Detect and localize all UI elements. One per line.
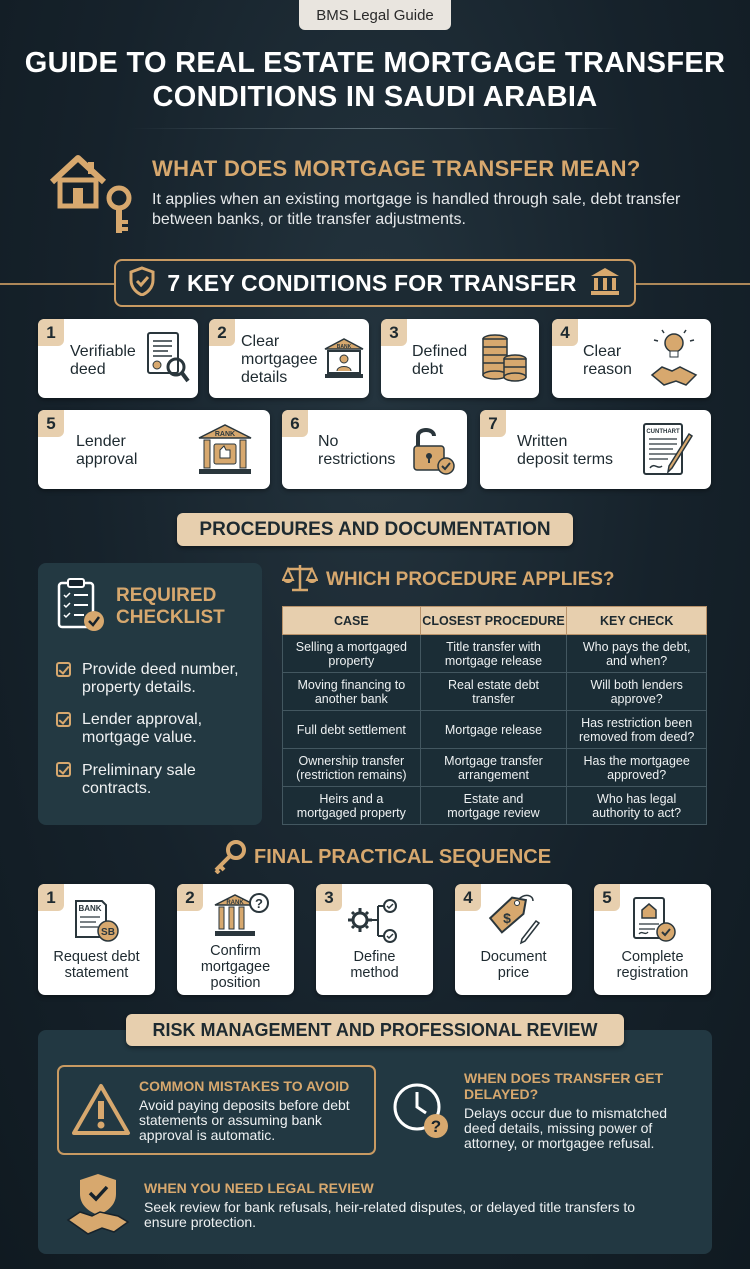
step-number: 4	[455, 884, 481, 911]
cell-line: Selling a mortgaged	[295, 639, 407, 654]
table-row	[283, 711, 707, 749]
condition-label: reason	[583, 361, 632, 378]
delayed-heading-line: WHEN DOES TRANSFER GET	[464, 1070, 664, 1086]
svg-text:BANK: BANK	[78, 904, 102, 913]
cell-line: Ownership transfer	[298, 753, 405, 768]
table-cell	[567, 635, 707, 673]
cell-line: another bank	[314, 691, 388, 706]
courthouse-icon	[589, 266, 621, 301]
sequence-heading: FINAL PRACTICAL SEQUENCE	[254, 846, 552, 868]
price-tag-icon	[487, 893, 543, 950]
table-cell	[567, 711, 707, 749]
checkbox-icon	[56, 662, 71, 677]
coin-stack-icon	[479, 333, 529, 388]
condition-card-5	[38, 410, 270, 489]
condition-label: Clear	[583, 343, 622, 360]
risk-heading: RISK MANAGEMENT AND PROFESSIONAL REVIEW	[126, 1014, 624, 1046]
what-text: It applies when an existing mortgage is handled through sale, debt transfer between banks, or title transfer adjustments.	[152, 191, 681, 228]
condition-label: mortgagee	[241, 351, 318, 368]
step-label: method	[350, 965, 399, 981]
condition-number: 7	[480, 410, 506, 437]
condition-card-6	[282, 410, 467, 489]
table-cell	[283, 635, 421, 673]
condition-label: details	[241, 369, 288, 386]
step-label: statement	[64, 965, 129, 981]
cell-line: approved?	[607, 767, 667, 782]
condition-label: Written	[517, 433, 568, 450]
cell-line: authority to act?	[592, 805, 682, 820]
legal-line: ensure protection.	[144, 1214, 257, 1230]
step-number: 3	[316, 884, 342, 911]
svg-text:CUNTHART: CUNTHART	[646, 429, 680, 435]
legal-review-heading: WHEN YOU NEED LEGAL REVIEW	[144, 1180, 374, 1196]
checklist-item	[82, 762, 196, 798]
document-magnifier-icon	[144, 331, 190, 392]
svg-text:?: ?	[430, 1117, 442, 1136]
table-row	[283, 787, 707, 825]
cell-line: Real estate debt	[447, 677, 540, 692]
bank-statement-icon	[72, 897, 120, 948]
cell-line: Heirs and a	[319, 791, 384, 806]
conditions-banner	[114, 259, 636, 307]
svg-text:SB: SB	[101, 927, 115, 938]
lightbulb-handshake-icon	[650, 329, 698, 394]
table-cell	[567, 673, 707, 711]
mistakes-heading: COMMON MISTAKES TO AVOID	[139, 1078, 350, 1094]
condition-number: 6	[282, 410, 308, 437]
delayed-heading	[464, 1070, 663, 1102]
mistakes-line: approval is automatic.	[139, 1127, 276, 1143]
table-cell	[283, 749, 421, 787]
checklist-item-line: property details.	[82, 679, 196, 696]
step-number: 1	[38, 884, 64, 911]
condition-card-7	[480, 410, 711, 489]
checklist-item	[82, 661, 239, 697]
what-heading: WHAT DOES MORTGAGE TRANSFER MEAN?	[152, 156, 641, 181]
which-procedure-heading: WHICH PROCEDURE APPLIES?	[326, 569, 615, 590]
checklist-item-line: Provide deed number,	[82, 661, 239, 678]
divider	[130, 128, 620, 129]
delayed-line: Delays occur due to mismatched	[464, 1105, 668, 1121]
condition-card-3	[381, 319, 539, 398]
cell-line: Has restriction been	[581, 715, 693, 730]
checklist-title-line: CHECKLIST	[116, 607, 225, 628]
table-header-row	[283, 607, 707, 635]
table-cell	[420, 635, 567, 673]
table-row	[283, 673, 707, 711]
step-number: 5	[594, 884, 620, 911]
page-title	[20, 46, 730, 114]
table-cell	[567, 787, 707, 825]
condition-label: restrictions	[318, 451, 396, 468]
cell-line: Who pays the debt,	[582, 639, 691, 654]
procedures-heading: PROCEDURES AND DOCUMENTATION	[177, 513, 573, 546]
conditions-heading: 7 KEY CONDITIONS FOR TRANSFER	[167, 269, 577, 296]
title-line-2: CONDITIONS IN SAUDI ARABIA	[152, 81, 598, 113]
bank-icon	[323, 337, 365, 386]
column-header: CASE	[283, 607, 421, 635]
mistakes-line: Avoid paying deposits before debt	[139, 1097, 350, 1113]
clock-question-icon	[390, 1080, 452, 1147]
cell-line: Full debt settlement	[296, 722, 406, 737]
condition-card-2	[209, 319, 369, 398]
condition-label: Verifiable	[70, 343, 136, 360]
shield-handshake-icon	[66, 1172, 130, 1241]
condition-number: 1	[38, 319, 64, 346]
table-row	[283, 635, 707, 673]
cell-line: Will both lenders	[590, 677, 683, 692]
table-cell	[420, 673, 567, 711]
table-cell	[283, 787, 421, 825]
common-mistakes-box	[57, 1065, 376, 1155]
cell-line: mortgage release	[444, 653, 543, 668]
brand-badge: BMS Legal Guide	[299, 0, 451, 30]
procedure-table	[282, 606, 707, 825]
cell-line: property	[328, 653, 375, 668]
column-header: CLOSEST PROCEDURE	[420, 607, 567, 635]
contract-pen-icon	[640, 422, 698, 485]
cell-line: arrangement	[458, 767, 529, 782]
cell-line: approve?	[610, 691, 663, 706]
legal-review-text	[144, 1200, 704, 1230]
checklist-item-line: Lender approval,	[82, 711, 203, 728]
condition-label: No	[318, 433, 339, 450]
cell-line: removed from deed?	[578, 729, 695, 744]
bank-approval-icon	[196, 422, 254, 483]
condition-label: Lender	[76, 433, 126, 450]
step-label: mortgagee	[200, 959, 271, 975]
unlocked-padlock-icon	[410, 424, 458, 481]
condition-card-1	[38, 319, 198, 398]
step-number: 2	[177, 884, 203, 911]
checkbox-icon	[56, 762, 71, 777]
step-label: Document	[480, 949, 547, 965]
cell-line: Moving financing to	[297, 677, 406, 692]
delayed-line: attorney, or mortgagee refusal.	[464, 1135, 655, 1151]
cell-line: Mortgage release	[444, 722, 543, 737]
checklist-item-line: contracts.	[82, 780, 152, 797]
house-key-icon	[48, 152, 138, 243]
table-cell	[283, 673, 421, 711]
condition-label: debt	[412, 361, 444, 378]
condition-label: approval	[76, 451, 138, 468]
cell-line: (restriction remains)	[296, 767, 407, 782]
cell-line: mortgaged property	[296, 805, 406, 820]
column-header: KEY CHECK	[567, 607, 707, 635]
registration-document-icon	[630, 896, 678, 951]
gear-flow-icon	[346, 898, 402, 949]
condition-label: Defined	[412, 343, 468, 360]
condition-number: 4	[552, 319, 578, 346]
cell-line: Title transfer with	[446, 639, 541, 654]
mistakes-text	[139, 1098, 373, 1143]
checklist-item-line: Preliminary sale	[82, 762, 196, 779]
step-label: price	[497, 965, 530, 981]
condition-card-4	[552, 319, 711, 398]
sequence-step-4	[455, 884, 572, 995]
cell-line: and when?	[606, 653, 668, 668]
svg-text:?: ?	[255, 896, 263, 911]
sequence-step-2	[177, 884, 294, 995]
cell-line: Has the mortgagee	[583, 753, 690, 768]
checklist-item	[82, 711, 202, 747]
scales-icon	[282, 562, 318, 599]
step-label: Complete	[621, 949, 684, 965]
mistakes-line: statements or assuming bank	[139, 1112, 322, 1128]
cell-line: Estate and	[463, 791, 524, 806]
sequence-step-3	[316, 884, 433, 995]
shield-check-icon	[129, 266, 155, 301]
cell-line: Who has legal	[597, 791, 677, 806]
checklist-title-line: REQUIRED	[116, 585, 217, 606]
key-icon	[212, 840, 246, 879]
required-checklist	[38, 563, 262, 825]
condition-label: deposit terms	[517, 451, 614, 468]
svg-text:BANK: BANK	[336, 344, 352, 350]
table-cell	[283, 711, 421, 749]
checklist-item-line: mortgage value.	[82, 729, 197, 746]
condition-number: 2	[209, 319, 235, 346]
step-label: Confirm	[210, 943, 261, 959]
step-label: registration	[616, 965, 689, 981]
sequence-step-1	[38, 884, 155, 995]
table-cell	[420, 749, 567, 787]
step-label: Request debt	[53, 949, 140, 965]
delayed-heading-line: DELAYED?	[464, 1086, 539, 1102]
cell-line: transfer	[472, 691, 515, 706]
step-label: position	[210, 975, 261, 991]
checkbox-icon	[56, 712, 71, 727]
table-cell	[420, 711, 567, 749]
legal-line: Seek review for bank refusals, heir-related disputes, or delayed title transfers to	[144, 1199, 636, 1215]
cell-line: Mortgage transfer	[444, 753, 543, 768]
svg-text:$: $	[503, 910, 511, 926]
delayed-line: deed details, missing power of	[464, 1120, 653, 1136]
title-line-1: GUIDE TO REAL ESTATE MORTGAGE TRANSFER	[24, 47, 726, 79]
condition-label: Clear	[241, 333, 280, 350]
svg-text:RANK: RANK	[214, 431, 236, 438]
table-row	[283, 749, 707, 787]
sequence-step-5	[594, 884, 711, 995]
bank-question-icon	[213, 893, 269, 944]
condition-label: deed	[70, 361, 106, 378]
delayed-text	[464, 1106, 704, 1151]
clipboard-check-icon	[56, 577, 106, 638]
checklist-title	[116, 585, 225, 629]
cell-line: mortgage review	[447, 805, 540, 820]
condition-number: 5	[38, 410, 64, 437]
step-label: Define	[353, 949, 396, 965]
svg-text:RANK: RANK	[226, 900, 244, 906]
table-cell	[567, 749, 707, 787]
table-cell	[420, 787, 567, 825]
condition-number: 3	[381, 319, 407, 346]
warning-icon	[71, 1083, 131, 1142]
